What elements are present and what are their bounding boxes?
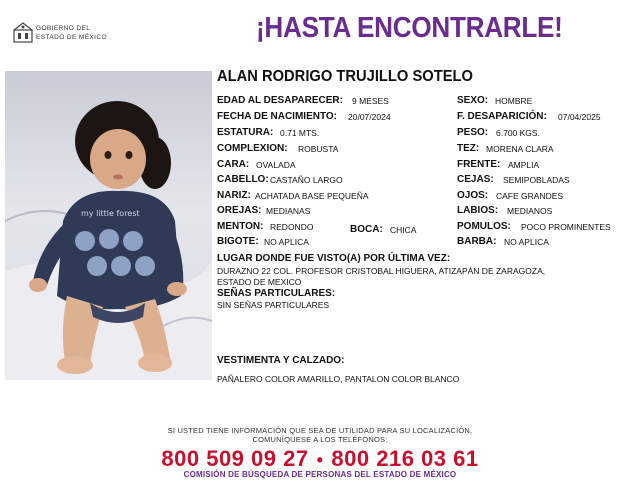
age-label: EDAD AL DESAPARECER: [217, 95, 343, 106]
beard-value: NO APLICA [504, 237, 549, 247]
missing-person-photo [5, 71, 212, 380]
height-value: 0.71 MTS. [280, 128, 320, 138]
weight-value: 6.700 KGS. [496, 128, 540, 138]
weight-label: PESO: [457, 127, 489, 138]
age-value: 9 MESES [352, 96, 389, 106]
disappearance-date-label: F. DESAPARICIÓN: [457, 111, 547, 122]
eyebrows-label: CEJAS: [457, 174, 494, 185]
state-seal-icon [12, 20, 34, 44]
government-line-2: ESTADO DE MÉXICO [36, 34, 107, 41]
chin-value: REDONDO [270, 222, 314, 232]
forehead-value: AMPLIA [508, 160, 540, 170]
hair-label: CABELLO: [217, 174, 269, 185]
forehead-label: FRENTE: [457, 159, 501, 170]
contact-note-line-1: SI USTED TIENE INFORMACIÓN QUE SEA DE UTILIDAD PARA SU LOCALIZACIÓN, [167, 426, 473, 435]
chin-label: MENTON: [217, 221, 264, 232]
nose-value: ACHATADA BASE PEQUEÑA [255, 191, 369, 201]
mustache-value: NO APLICA [264, 237, 309, 247]
disappearance-date-value: 07/04/2025 [558, 112, 601, 122]
complexion-tone-value: MORENA CLARA [486, 144, 554, 154]
svg-text:my little forest: my little forest [81, 209, 140, 218]
mustache-label: BIGOTE: [217, 236, 259, 247]
build-value: ROBUSTA [298, 144, 339, 154]
lips-value: MEDIANOS [507, 206, 553, 216]
face-label: CARA: [217, 159, 250, 170]
last-seen-address-line-2: ESTADO DE MEXICO [217, 277, 302, 287]
hair-value: CASTAÑO LARGO [270, 175, 343, 185]
cheekbones-value: POCO PROMINENTES [521, 222, 611, 232]
birthdate-label: FECHA DE NACIMIENTO: [217, 111, 337, 122]
government-line-1: GOBIERNO DEL [36, 25, 91, 32]
nose-label: NARIZ: [217, 190, 251, 201]
sex-value: HOMBRE [495, 96, 533, 106]
phone-separator: • [316, 450, 324, 470]
ears-value: MEDIANAS [266, 206, 311, 216]
last-seen-address-line-1: DURAZNO 22 COL. PROFESOR CRISTOBAL HIGUERA, ATIZAPÁN DE ZARAGOZA, [217, 266, 546, 276]
lips-label: LABIOS: [457, 205, 499, 216]
mouth-value: CHICA [390, 225, 417, 235]
person-name: ALAN RODRIGO TRUJILLO SOTELO [217, 68, 473, 85]
eyebrows-value: SEMIPOBLADAS [503, 175, 570, 185]
marks-label: SEÑAS PARTICULARES: [217, 288, 336, 299]
contact-note-line-2: COMUNÍQUESE A LOS TELÉFONOS: [252, 435, 388, 444]
build-label: COMPLEXION: [217, 143, 288, 154]
eyes-label: OJOS: [457, 190, 489, 201]
height-label: ESTATURA: [217, 127, 274, 138]
complexion-tone-label: TEZ: [457, 143, 480, 154]
marks-value: SIN SEÑAS PARTICULARES [217, 300, 330, 310]
face-value: OVALADA [256, 160, 296, 170]
clothing-label: VESTIMENTA Y CALZADO: [217, 355, 345, 366]
phone-number-1[interactable]: 800 509 09 27 [161, 446, 309, 471]
sex-label: SEXO: [457, 95, 489, 106]
cheekbones-label: POMULOS: [457, 221, 511, 232]
headline: ¡HASTA ENCONTRARLE! [256, 12, 563, 44]
commission-name: COMISIÓN DE BÚSQUEDA DE PERSONAS DEL ESTADO DE MÉXICO [183, 470, 457, 479]
birthdate-value: 20/07/2024 [348, 112, 391, 122]
phone-numbers [0, 446, 640, 472]
beard-label: BARBA: [457, 236, 497, 247]
clothing-value: PAÑALERO COLOR AMARILLO, PANTALON COLOR BLANCO [217, 374, 460, 384]
phone-number-2[interactable]: 800 216 03 61 [331, 446, 479, 471]
ears-label: OREJAS: [217, 205, 262, 216]
last-seen-label: LUGAR DONDE FUE VISTO(A) POR ÚLTIMA VEZ: [217, 253, 451, 264]
mouth-label: BOCA: [350, 224, 383, 235]
eyes-value: CAFE GRANDES [496, 191, 564, 201]
